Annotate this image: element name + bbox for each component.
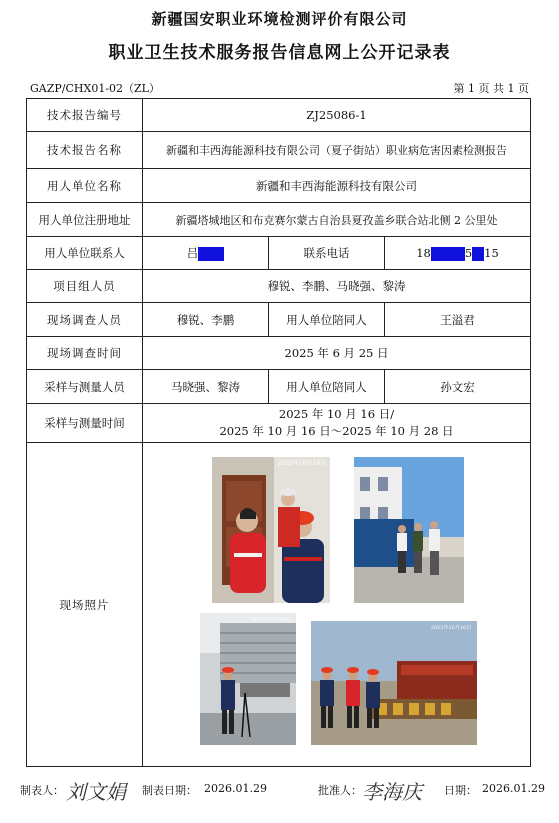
row-address [27, 203, 531, 237]
report-name-value: 新疆和丰西海能源科技有限公司（夏子街站）职业病危害因素检测报告 [143, 132, 531, 169]
prep-date: 2026.01.29 [204, 782, 267, 795]
sampling-staff-label: 采样与测量人员 [27, 370, 143, 404]
row-contact [27, 237, 531, 270]
address-value: 新疆塔城地区和布克赛尔蒙古自治县夏孜盖乡联合站北侧 2 公里处 [143, 203, 531, 237]
document-title: 职业卫生技术服务报告信息网上公开记录表 [108, 43, 451, 63]
approval-date: 2026.01.29 [482, 782, 545, 795]
approver-signature: 李海庆 [362, 780, 422, 804]
photo-timestamp: 2025年10月16日 [430, 624, 472, 631]
row-survey-time [27, 337, 531, 370]
employer-value: 新疆和丰西海能源科技有限公司 [143, 169, 531, 203]
photo-timestamp: 2025年10月16日 [249, 616, 291, 623]
sampling-time-line1: 2025 年 10 月 16 日/ [278, 407, 395, 421]
preparer-label: 制表人： [20, 784, 64, 797]
row-team [27, 270, 531, 303]
redaction-block [431, 247, 465, 261]
row-report-name [27, 132, 531, 169]
employer-label: 用人单位名称 [27, 169, 143, 203]
report-no-label: 技术报告编号 [27, 99, 143, 132]
preparer-signature: 刘文娟 [66, 780, 126, 804]
company-name: 新疆国安职业环境检测评价有限公司 [151, 10, 408, 28]
photo-timestamp: 2025年10月16日 [277, 459, 327, 467]
row-survey-staff [27, 303, 531, 337]
report-name-label: 技术报告名称 [27, 132, 143, 169]
site-photo-sign [311, 621, 477, 745]
survey-time-value: 2025 年 6 月 25 日 [143, 337, 531, 370]
redaction-block [472, 247, 484, 261]
approver-label: 批准人： [318, 784, 362, 797]
photos-label: 现场照片 [27, 443, 143, 767]
phone-suffix: 15 [484, 245, 499, 260]
photos-cell [143, 443, 531, 767]
survey-accomp-label: 用人单位陪同人 [269, 303, 385, 337]
page-info: 第 1 页 共 1 页 [453, 82, 529, 95]
report-no-value: ZJ25086-1 [143, 99, 531, 132]
prep-date-label: 制表日期： [142, 784, 197, 797]
team-value: 穆锐、李鹏、马晓强、黎涛 [143, 270, 531, 303]
row-sampling-time [27, 404, 531, 443]
photo-collage [143, 445, 529, 765]
phone-label: 联系电话 [269, 237, 385, 270]
site-photo-office [212, 457, 330, 603]
team-label: 项目组人员 [27, 270, 143, 303]
survey-accomp-value: 王溢君 [385, 303, 531, 337]
sampling-time-label: 采样与测量时间 [27, 404, 143, 443]
survey-staff-label: 现场调查人员 [27, 303, 143, 337]
sampling-accomp-value: 孙文宏 [385, 370, 531, 404]
address-label: 用人单位注册地址 [27, 203, 143, 237]
phone-value [385, 237, 531, 270]
phone-prefix: 18 [416, 245, 431, 260]
site-photo-equipment [200, 613, 296, 745]
date-label: 日期： [444, 784, 477, 797]
survey-staff-value: 穆锐、李鹏 [143, 303, 269, 337]
site-photo-building [354, 457, 464, 603]
row-photos [27, 443, 531, 767]
phone-mid: 5 [464, 245, 473, 260]
form-code: GAZP/CHX01-02（ZL） [30, 82, 160, 95]
contact-name-prefix: 吕 [186, 246, 199, 260]
survey-time-label: 现场调查时间 [27, 337, 143, 370]
contact-label: 用人单位联系人 [27, 237, 143, 270]
sampling-accomp-label: 用人单位陪同人 [269, 370, 385, 404]
sampling-staff-value: 马晓强、黎涛 [143, 370, 269, 404]
row-employer [27, 169, 531, 203]
redaction-block [198, 247, 224, 261]
row-report-no [27, 99, 531, 132]
row-sampling-staff [27, 370, 531, 404]
contact-name [143, 237, 269, 270]
record-table [26, 98, 531, 767]
sampling-time-line2: 2025 年 10 月 16 日～2025 年 10 月 28 日 [219, 424, 454, 438]
sampling-time-value [143, 404, 531, 443]
